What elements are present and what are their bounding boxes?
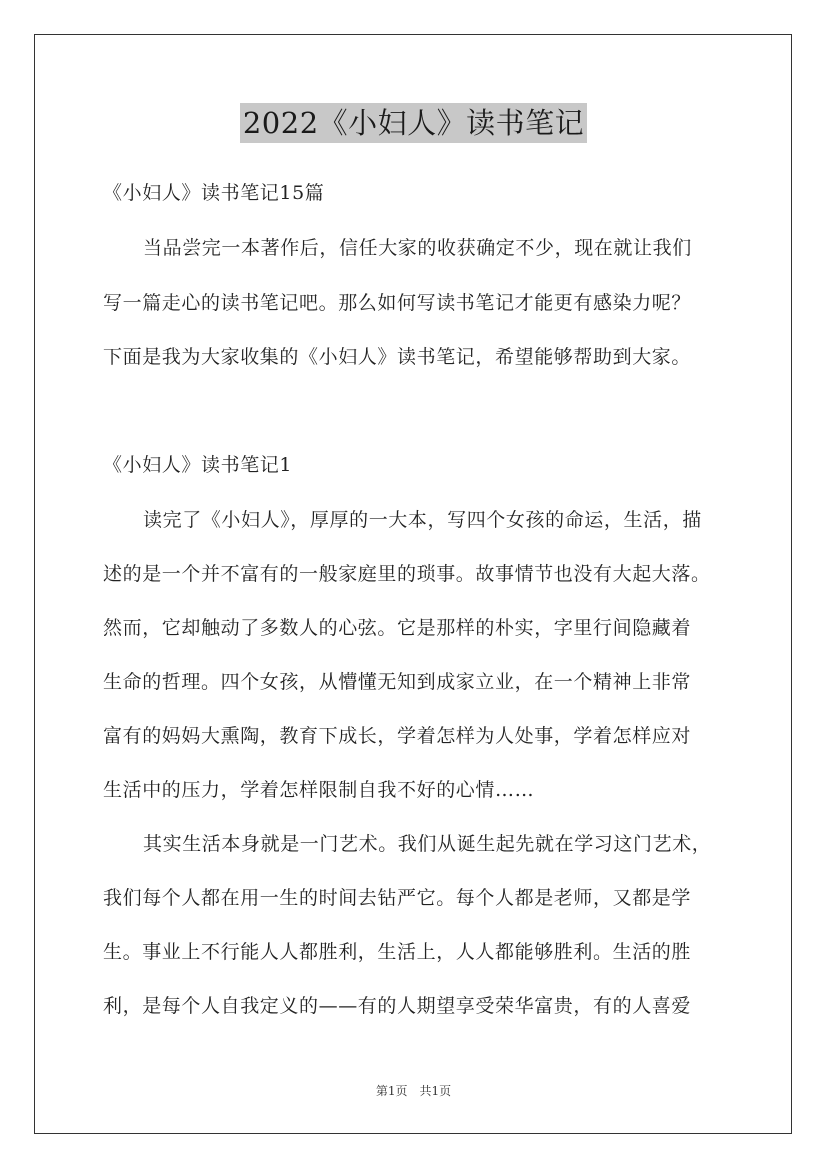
paragraph-line: 写一篇走心的读书笔记吧。那么如何写读书笔记才能更有感染力呢？ [103, 292, 692, 314]
document-title: 2022《小妇人》读书笔记 [240, 103, 587, 143]
subtitle-line: 《小妇人》读书笔记15篇 [103, 182, 325, 204]
paragraph-line: 生。事业上不行能人人都胜利，生活上，人人都能够胜利。生活的胜 [103, 941, 692, 963]
paragraph-line: 其实生活本身就是一门艺术。我们从诞生起先就在学习这门艺术， [143, 833, 712, 855]
paragraph-line: 当品尝完一本著作后，信任大家的收获确定不少，现在就让我们 [143, 237, 692, 259]
paragraph-line: 利，是每个人自我定义的——有的人期望享受荣华富贵，有的人喜爱 [103, 995, 692, 1017]
paragraph-line: 读完了《小妇人》，厚厚的一大本，写四个女孩的命运，生活，描 [143, 509, 702, 531]
paragraph-line: 我们每个人都在用一生的时间去钻严它。每个人都是老师，又都是学 [103, 887, 692, 909]
paragraph-line: 生活中的压力，学着怎样限制自我不好的心情…… [103, 779, 535, 801]
page-footer: 第1页 共1页 [375, 1084, 452, 1098]
paragraph-line: 下面是我为大家收集的《小妇人》读书笔记，希望能够帮助到大家。 [103, 346, 692, 368]
paragraph-line: 生命的哲理。四个女孩，从懵懂无知到成家立业，在一个精神上非常 [103, 671, 692, 693]
title-container [0, 103, 827, 143]
paragraph-line: 然而，它却触动了多数人的心弦。它是那样的朴实，字里行间隐藏着 [103, 617, 692, 639]
paragraph-line: 富有的妈妈大熏陶，教育下成长，学着怎样为人处事，学着怎样应对 [103, 725, 692, 747]
paragraph-line: 述的是一个并不富有的一般家庭里的琐事。故事情节也没有大起大落。 [103, 563, 711, 585]
section-heading: 《小妇人》读书笔记1 [103, 454, 293, 476]
